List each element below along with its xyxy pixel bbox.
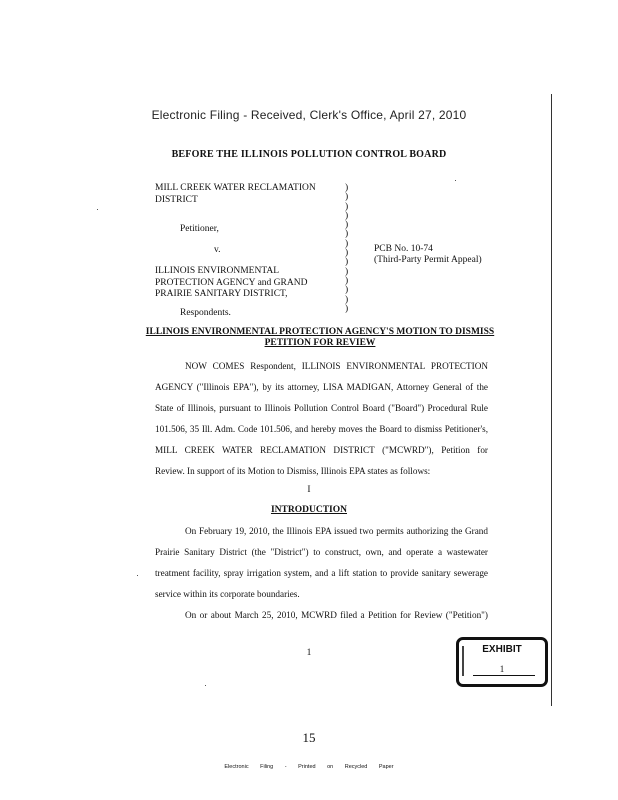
intro-line-2: AGENCY ("Illinois EPA"), by its attorney, LISA MADIGAN, Attorney General of the	[155, 382, 488, 392]
respondent-role: Respondents.	[180, 308, 231, 318]
exhibit-label: EXHIBIT	[482, 644, 522, 655]
scan-speck	[205, 685, 206, 686]
section-number: I	[307, 485, 311, 495]
case-type: (Third-Party Permit Appeal)	[374, 255, 482, 265]
caption-parentheses: ) ) ) ) ) ) ) ) ) ) ) ) ) )	[345, 183, 349, 314]
scan-speck	[97, 209, 98, 210]
case-number: PCB No. 10-74	[374, 244, 433, 254]
motion-title: ILLINOIS ENVIRONMENTAL PROTECTION AGENCY'S MOTION TO DISMISS PETITION FOR REVIEW	[145, 327, 495, 348]
scan-speck	[137, 575, 138, 576]
intro-line-6: Review. In support of its Motion to Dismiss, Illinois EPA states as follows:	[155, 466, 431, 476]
respondent-name: ILLINOIS ENVIRONMENTAL PROTECTION AGENCY and GRAND PRAIRIE SANITARY DISTRICT,	[155, 266, 308, 299]
section-line-4: service within its corporate boundaries.	[155, 589, 300, 599]
scan-edge-line	[551, 94, 552, 706]
exhibit-sticker	[456, 637, 548, 687]
petitioner-name: MILL CREEK WATER RECLAMATION DISTRICT	[155, 183, 316, 205]
page-number: 1	[306, 648, 312, 658]
electronic-filing-header: Electronic Filing - Received, Clerk's Office, April 27, 2010	[151, 108, 467, 122]
section-heading: INTRODUCTION	[270, 505, 347, 515]
court-title: BEFORE THE ILLINOIS POLLUTION CONTROL BOARD	[171, 149, 447, 160]
intro-line-5: MILL CREEK WATER RECLAMATION DISTRICT ("MCWRD"), Petition for	[155, 445, 488, 455]
bates-number: 15	[302, 730, 316, 745]
section-line-3: treatment facility, spray irrigation system, and a lift station to provide sanitary sewerage	[155, 568, 488, 578]
scan-speck	[455, 180, 456, 181]
petitioner-role: Petitioner,	[180, 224, 219, 234]
footer-text: Electronic Filing - Printed on Recycled Paper	[224, 764, 394, 770]
intro-line-3: State of Illinois, pursuant to Illinois Pollution Control Board ("Board") Procedural Rule	[155, 403, 488, 413]
intro-line-4: 101.506, 35 Ill. Adm. Code 101.506, and hereby moves the Board to dismiss Petitioner's,	[155, 424, 488, 434]
section-line-1: On February 19, 2010, the Illinois EPA issued two permits authorizing the Grand	[185, 526, 488, 536]
exhibit-number: 1	[499, 664, 505, 674]
intro-line-1: NOW COMES Respondent, ILLINOIS ENVIRONMENTAL PROTECTION	[185, 361, 488, 371]
section-line-2: Prairie Sanitary District (the "District") to construct, own, and operate a wastewater	[155, 547, 488, 557]
exhibit-underline	[473, 675, 535, 676]
next-paragraph-line: On or about March 25, 2010, MCWRD filed a Petition for Review ("Petition")	[185, 610, 488, 620]
versus-label: v.	[214, 245, 221, 255]
